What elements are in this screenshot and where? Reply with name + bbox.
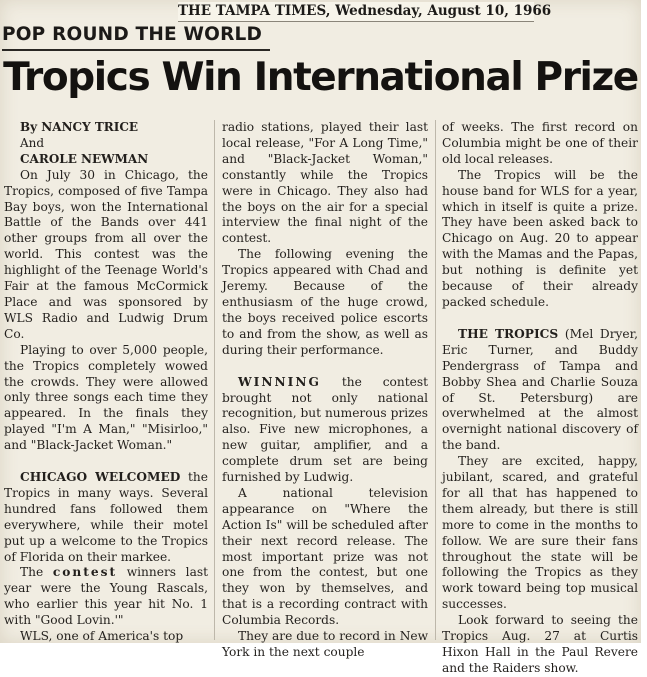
kicker-underline (2, 49, 270, 51)
paragraph: A national television appearance on "Where the Action Is" will be scheduled after their next record release. The most important prize was not one from the contest, but one they won by themselves, and that is a recording contract with Columbia Records. (222, 485, 428, 628)
paragraph-lead: THE TROPICS (458, 326, 559, 341)
column-divider (214, 120, 215, 640)
article-column-1 (4, 120, 208, 643)
paragraph-gap (222, 359, 428, 375)
paragraph: Playing to over 5,000 people, the Tropics completely wowed the crowds. They were allowed only three songs each time they appeared. In the finals they played "I'm A Man," "Misirloo," and "Black-Jacket Woman." (4, 342, 208, 453)
dateline: THE TAMPA TIMES, Wednesday, August 10, 1966 (178, 2, 534, 22)
paragraph (222, 375, 428, 486)
paragraph: WLS, one of America's top (20, 629, 184, 644)
article-column-3 (442, 120, 638, 675)
byline-author-2: CAROLE NEWMAN (20, 151, 149, 166)
paragraph-lead: WINNING (238, 374, 321, 389)
paragraph: The Tropics will be the house band for WLS for a year, which in itself is quite a prize. They have been asked back to Chicago on Aug. 20 to appear with the Mamas and the Papas, but nothing is definite yet because of their already packed schedule. (442, 167, 638, 309)
section-kicker: POP ROUND THE WORLD (2, 24, 263, 45)
paragraph (4, 565, 208, 629)
headline: Tropics Win International Prize (3, 55, 638, 100)
paragraph-text: the contest brought not only national recognition, but numerous prizes also. Five new microphones, a new guitar, amplifier, and a complete drum set are being furnished by Ludwig. (222, 374, 428, 485)
paragraph: radio stations, played their last local release, "For A Long Time," and "Black-Jacket Woman," constantly while the Tropics were in Chicago. They also had the boys on the air for a special interview the final night of the contest. (222, 120, 428, 246)
paragraph: of weeks. The first record on Columbia might be one of their old local releases. (442, 120, 638, 166)
paragraph (442, 327, 638, 454)
paragraph-spaced-word: contest (52, 565, 118, 580)
paragraph-text: (Mel Dryer, Eric Turner, and Buddy Pendergrass of Tampa and Bobby Shea and Charlie Souza of St. Petersburg) are overwhelmed at the almost overnight national discovery of the band. (442, 326, 638, 453)
paragraph-gap (4, 454, 208, 470)
byline-and: And (20, 135, 45, 150)
paragraph-text: The (20, 565, 53, 580)
paragraph: They are excited, happy, jubilant, scared, and grateful for all that has happened to them already, but there is still more to come in the months to follow. We are sure their fans throughout the state will be following the Tropics as they work toward being top musical successes. (442, 454, 638, 612)
paragraph-text: the Tropics in many ways. Several hundred fans followed them everywhere, while their motel put up a welcome to the Tropics of Florida on their markee. (4, 470, 208, 564)
paragraph: Look forward to seeing the Tropics Aug. 27 at Curtis Hixon Hall in the Paul Revere and the Raiders show. (442, 613, 638, 675)
column-divider (435, 120, 436, 640)
paragraph: They are due to record in New York in the next couple (222, 629, 428, 659)
paragraph (4, 470, 208, 565)
paragraph: On July 30 in Chicago, the Tropics, composed of five Tampa Bay boys, won the International Battle of the Bands over 441 other groups from all over the world. This contest was the highlight of the Teenage World's Fair at the famous McCormick Place and was sponsored by WLS Radio and Ludwig Drum Co. (4, 167, 208, 341)
paragraph: The following evening the Tropics appeared with Chad and Jeremy. Because of the enthusiasm of the huge crowd, the boys received police escorts to and from the show, as well as during their performance. (222, 247, 428, 357)
paragraph-text: winners last year were the Young Rascals, who earlier this year hit No. 1 with "Good Lovin.'" (4, 565, 208, 628)
article-column-2 (222, 120, 428, 659)
paragraph-gap (442, 311, 638, 327)
paragraph-lead: CHICAGO WELCOMED (20, 470, 181, 485)
byline-author-1: By NANCY TRICE (20, 120, 139, 134)
